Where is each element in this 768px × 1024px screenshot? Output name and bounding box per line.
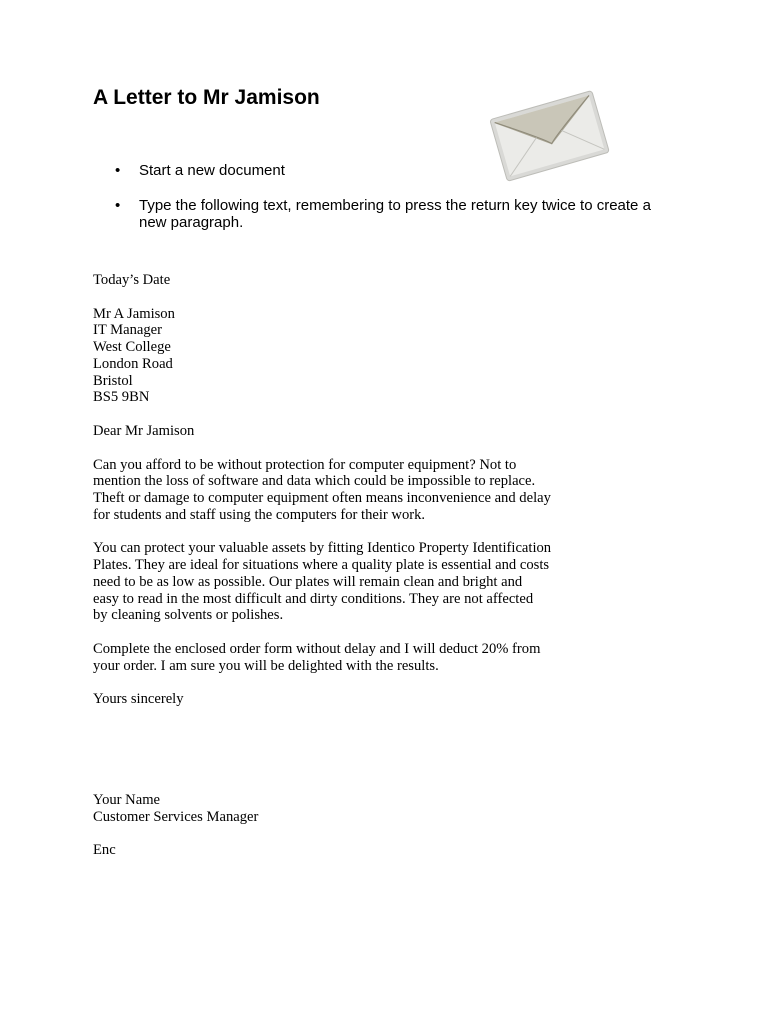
instruction-list — [93, 162, 673, 249]
address-line: Bristol — [93, 372, 133, 389]
text-line: need to be as low as possible. Our plates will remain clean and bright and — [93, 573, 523, 590]
letter-body — [93, 272, 593, 876]
paragraph-3 — [93, 641, 593, 674]
text-line: Theft or damage to computer equipment often means inconvenience and delay — [93, 490, 551, 507]
enclosure: Enc — [93, 842, 116, 859]
salutation: Dear Mr Jamison — [93, 422, 195, 439]
instruction-text: Start a new document — [139, 162, 285, 179]
instruction-text: Type the following text, remembering to press the return key twice to create a new paragraph. — [139, 197, 651, 231]
signature-space — [93, 725, 593, 792]
signature-title: Customer Services Manager — [93, 808, 259, 825]
address-line: West College — [93, 339, 171, 356]
address-line: Mr A Jamison — [93, 305, 175, 322]
text-line: for students and staff using the computers for their work. — [93, 506, 426, 523]
closing: Yours sincerely — [93, 691, 184, 708]
bullet: • — [115, 162, 121, 179]
signature-block — [93, 792, 593, 825]
paragraph-1 — [93, 457, 593, 524]
text-line: mention the loss of software and data which could be impossible to replace. — [93, 473, 536, 490]
list-item — [93, 197, 673, 231]
signature-name: Your Name — [93, 792, 161, 809]
text-line: your order. I am sure you will be delighted with the results. — [93, 657, 439, 674]
text-line: Complete the enclosed order form without delay and I will deduct 20% from — [93, 640, 541, 657]
letter-date: Today’s Date — [93, 272, 171, 288]
recipient-address — [93, 306, 593, 406]
bullet: • — [115, 197, 121, 214]
address-line: BS5 9BN — [93, 389, 150, 406]
text-line: You can protect your valuable assets by fitting Identico Property Identification — [93, 540, 552, 557]
text-line: Can you afford to be without protection for computer equipment? Not to — [93, 456, 517, 473]
page-title: A Letter to Mr Jamison — [93, 86, 320, 109]
address-line: IT Manager — [93, 322, 163, 339]
text-line: easy to read in the most difficult and dirty conditions. They are not affected — [93, 590, 534, 607]
list-item — [93, 162, 673, 179]
address-line: London Road — [93, 355, 173, 372]
paragraph-2 — [93, 540, 593, 624]
text-line: Plates. They are ideal for situations where a quality plate is essential and costs — [93, 557, 550, 574]
text-line: by cleaning solvents or polishes. — [93, 607, 284, 624]
